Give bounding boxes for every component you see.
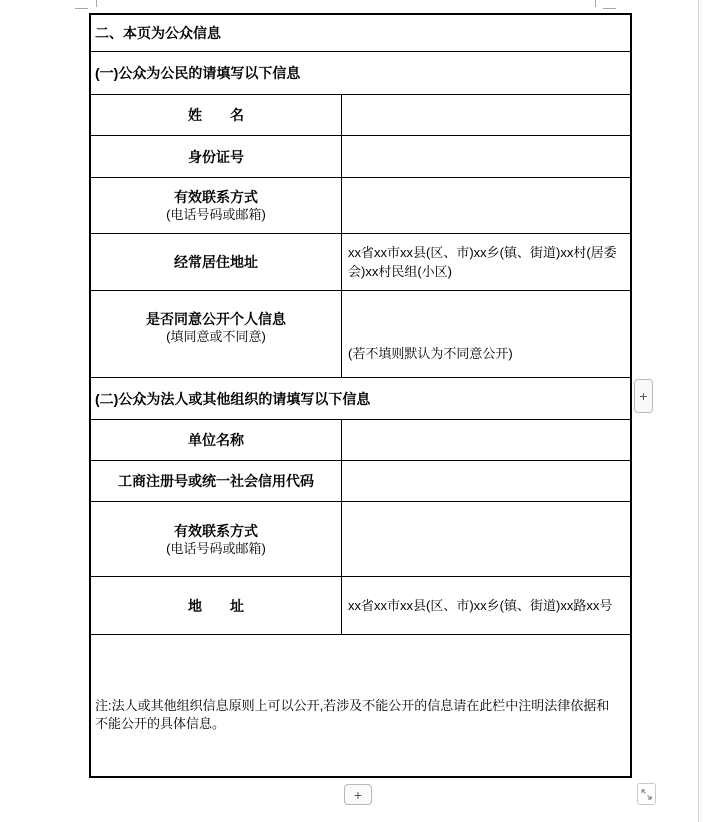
consent-label: 是否同意公开个人信息 [146, 310, 286, 327]
legal-note-text[interactable]: 注:法人或其他组织信息原则上可以公开,若涉及不能公开的信息请在此栏中注明法律依据和不能公开的具体信息。 [95, 698, 610, 731]
residence-label: 经常居住地址 [174, 254, 258, 270]
add-row-handle-right-button[interactable] [634, 379, 653, 413]
citizen-section-header-text: (一)公众为公民的请填写以下信息 [95, 65, 301, 81]
org-address-value-cell[interactable]: xx省xx市xx县(区、市)xx乡(镇、街道)xx路xx号 [348, 598, 613, 613]
org-contact-label-cell [91, 502, 342, 576]
residence-label-cell [91, 234, 342, 290]
id-number-value-cell[interactable] [342, 136, 630, 177]
margin-crop-mark-top-left-horizontal [75, 8, 88, 9]
org-name-label-cell [91, 420, 342, 460]
table-row [91, 234, 630, 291]
table-row [91, 95, 630, 136]
table-resize-button[interactable] [637, 783, 656, 805]
residence-value-cell[interactable]: xx省xx市xx县(区、市)xx乡(镇、街道)xx村(居委会)xx村民组(小区) [348, 245, 617, 279]
margin-crop-mark-top-left-vertical [96, 0, 97, 7]
expand-diagonal-icon [640, 788, 653, 801]
section-header-row [91, 15, 630, 52]
contact-label: 有效联系方式 [174, 189, 258, 205]
add-row-bottom-button[interactable] [344, 784, 372, 805]
table-row [91, 420, 630, 461]
table-row [91, 461, 630, 502]
contact-label-cell [91, 178, 342, 233]
registration-code-label-cell [91, 461, 342, 501]
registration-code-value-cell[interactable] [342, 461, 630, 501]
org-section-header-text: (二)公众为法人或其他组织的请填写以下信息 [95, 390, 371, 407]
org-name-value-cell[interactable] [342, 420, 630, 460]
org-name-label: 单位名称 [188, 432, 244, 448]
org-address-label: 地 址 [188, 597, 244, 614]
contact-sublabel: (电话号码或邮箱) [166, 207, 266, 222]
plus-icon: + [639, 388, 648, 404]
consent-value-cell[interactable]: (若不填则默认为不同意公开) [348, 346, 513, 361]
plus-icon: + [353, 786, 363, 803]
vertical-scrollbar[interactable] [698, 0, 703, 822]
id-number-label-cell [91, 136, 342, 177]
section-header-text: 二、本页为公众信息 [95, 25, 221, 41]
name-value-cell[interactable] [342, 95, 630, 135]
org-contact-sublabel: (电话号码或邮箱) [166, 540, 266, 556]
table-row [91, 178, 630, 234]
table-row [91, 291, 630, 378]
org-section-header-row [91, 378, 630, 420]
consent-sublabel: (填同意或不同意) [166, 328, 266, 344]
citizen-section-header-row [91, 52, 630, 95]
table-row [91, 136, 630, 178]
org-contact-label: 有效联系方式 [174, 522, 258, 539]
table-row [91, 577, 630, 635]
registration-code-label: 工商注册号或统一社会信用代码 [118, 473, 314, 489]
note-row [91, 635, 630, 776]
id-number-label: 身份证号 [188, 148, 244, 165]
org-contact-value-cell[interactable] [342, 502, 630, 576]
public-info-form-table [89, 13, 632, 778]
contact-value-cell[interactable] [342, 178, 630, 233]
margin-crop-mark-top-right-horizontal [603, 8, 616, 9]
name-label: 姓 名 [188, 107, 244, 123]
table-row [91, 502, 630, 577]
consent-label-cell [91, 291, 342, 377]
name-label-cell [91, 95, 342, 135]
org-address-label-cell [91, 577, 342, 634]
margin-crop-mark-top-right-vertical [595, 0, 596, 7]
